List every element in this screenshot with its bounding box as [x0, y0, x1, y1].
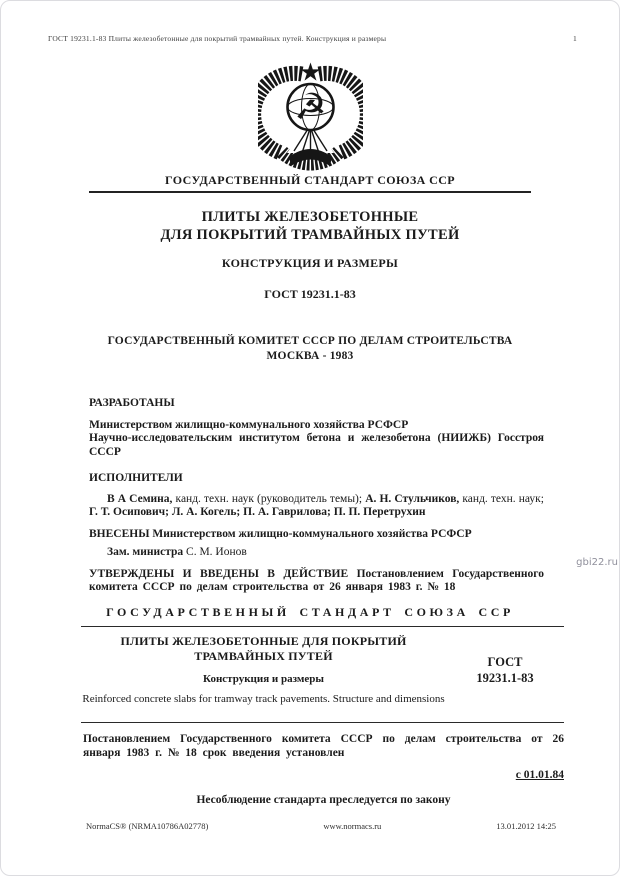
city-year: МОСКВА - 1983: [266, 350, 354, 362]
standard-title-ru: ПЛИТЫ ЖЕЛЕЗОБЕТОННЫЕ ДЛЯ ПОКРЫТИЙ ТРАМВАЙНЫХ ПУТЕЙ: [120, 634, 407, 663]
standard-title-en: Reinforced concrete slabs for tramway track pavements. Structure and dimensions: [82, 693, 445, 705]
executors-paragraph: [89, 493, 544, 520]
footer-url: www.normacs.ru: [323, 821, 382, 831]
enactment-paragraph: Постановлением Государственного комитета СССР по делам строительства от 26 января 1983 г. № 18 срок введения установлен: [83, 733, 564, 759]
deputy-title: Зам. министра: [107, 546, 184, 558]
emblem-container: [1, 61, 619, 176]
horizontal-rule-block-bottom: [81, 722, 564, 724]
state-standard-heading: ГОСУДАРСТВЕННЫЙ СТАНДАРТ СОЮЗА ССР: [164, 173, 456, 187]
deputy-name: С. М. Ионов: [183, 546, 247, 558]
executor-names-3: Г. Т. Осипович; Л. А. Когель; П. А. Гаврилова; П. П. Перетрухин: [89, 506, 426, 518]
standard-subtitle-ru: Конструкция и размеры: [203, 673, 324, 685]
page-number: 1: [573, 34, 577, 43]
developed-line1: Министерством жилищно-коммунального хозяйства РСФСР: [89, 418, 409, 431]
preamble: [89, 397, 544, 595]
gost-label: ГОСТ: [487, 655, 523, 670]
committee-name: ГОСУДАРСТВЕННЫЙ КОМИТЕТ СССР ПО ДЕЛАМ СТРОИТЕЛЬСТВА: [107, 335, 513, 347]
standard-title-cell: [81, 634, 446, 707]
document-body: [1, 173, 619, 807]
developed-paragraph: [89, 419, 544, 460]
running-header: [48, 34, 577, 43]
executor-name-1: В А Семина,: [107, 492, 173, 505]
hammer-sickle-icon: ☭: [293, 87, 327, 128]
enactment-section: [83, 732, 564, 807]
ussr-coat-of-arms-icon: [258, 61, 363, 171]
committee-block: [1, 334, 619, 364]
developed-label: РАЗРАБОТАНЫ: [89, 397, 175, 409]
gost-number: ГОСТ 19231.1-83: [264, 287, 356, 301]
footer-product-id: NormaCS® (NRMA10786A02778): [86, 821, 209, 831]
deputy-line: [89, 546, 544, 560]
executor-rank-2: канд. техн. наук;: [459, 492, 544, 505]
document-title: [1, 208, 619, 244]
horizontal-rule-top: [89, 191, 531, 193]
document-footer: [86, 821, 556, 831]
watermark-text: gbi22.ru: [576, 557, 618, 568]
executors-label: ИСПОЛНИТЕЛИ: [89, 472, 183, 484]
footer-timestamp: 13.01.2012 14:25: [496, 821, 556, 831]
executor-rank-1: канд. техн. наук (руководитель темы);: [172, 492, 366, 505]
effective-date: с 01.01.84: [515, 769, 564, 781]
document-subtitle: КОНСТРУКЦИЯ И РАЗМЕРЫ: [221, 256, 399, 270]
executor-name-2: А. Н. Стульчиков,: [365, 492, 460, 505]
document-title-line2: ДЛЯ ПОКРЫТИЙ ТРАМВАЙНЫХ ПУТЕЙ: [160, 227, 460, 243]
approved-paragraph: УТВЕРЖДЕНЫ И ВВЕДЕНЫ В ДЕЙСТВИЕ Постановлением Государственного комитета СССР по делам строительства от 26 января 1983 г. № 18: [89, 567, 544, 593]
state-standard-heading-spaced: ГОСУДАРСТВЕННЫЙ СТАНДАРТ СОЮЗА ССР: [106, 604, 514, 619]
submitted-paragraph: ВНЕСЕНЫ Министерством жилищно-коммунального хозяйства РСФСР: [89, 527, 472, 540]
star-icon: [300, 63, 319, 81]
standard-title-block: [81, 627, 564, 716]
document-title-line1: ПЛИТЫ ЖЕЛЕЗОБЕТОННЫЕ: [201, 209, 419, 225]
running-header-title: ГОСТ 19231.1-83 Плиты железобетонные для покрытий трамвайных путей. Конструкция и размеры: [48, 34, 387, 43]
developed-line2: Научно-исследовательским институтом бетона и железобетона (НИИЖБ) Госстроя СССР: [89, 432, 544, 458]
law-notice: Несоблюдение стандарта преследуется по закону: [196, 794, 451, 806]
standard-gost-cell: [446, 654, 564, 686]
gost-code: 19231.1-83: [476, 671, 534, 686]
